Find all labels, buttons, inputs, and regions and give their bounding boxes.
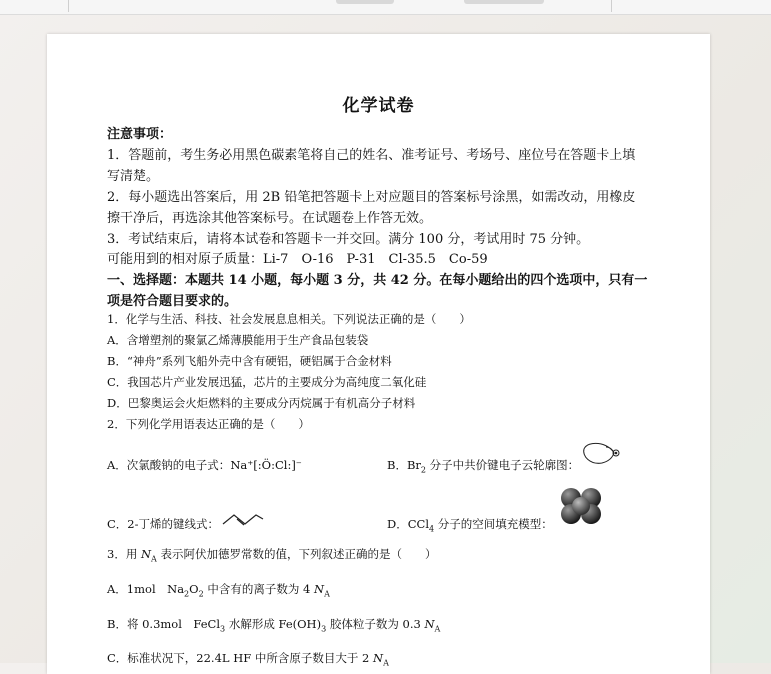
sodium-hypochlorite-electron-formula: Na⁺[:Ö:Cl:]⁻: [230, 458, 302, 472]
question-3-stem: 3．用 $N_A$ 表示阿伏加德罗常数的值，下列叙述正确的是（ ）: [107, 547, 437, 564]
viewer-toolbar: [0, 0, 771, 15]
atomic-mass-line: 可能用到的相对原子质量：Li-7 O-16 P-31 Cl-35.5 Co-59: [107, 252, 488, 267]
question-1-option-b: B．“神舟”系列飞船外壳中含有硬铝，硬铝属于合金材料: [107, 354, 392, 368]
document-page: [47, 34, 710, 674]
space-filling-model-icon: [559, 486, 603, 526]
question-2-option-a: [107, 457, 302, 473]
question-2-option-b: B．$Br_2$ 分子中共价键电子云轮廓图：: [387, 458, 580, 475]
note-line: 写清楚。: [107, 169, 160, 184]
section-heading: 项是符合题目要求的。: [107, 294, 238, 309]
toolbar-separator: [68, 0, 69, 12]
toolbar-button[interactable]: [464, 0, 544, 4]
question-1-stem: 1．化学与生活、科技、社会发展息息相关。下列说法正确的是（ ）: [107, 312, 471, 326]
note-line: 3．考试结束后，请将本试卷和答题卡一并交回。满分 100 分，考试用时 75 分钟。: [107, 232, 590, 247]
question-3-option-b: B．将 0.3mol FeCl$_3$ 水解形成 $Fe(OH)_3$ 胶体粒子数为 0.3 $N_A$: [107, 617, 441, 634]
page-title: 化学试卷: [342, 96, 415, 116]
question-2-stem: 2．下列化学用语表达正确的是（ ）: [107, 417, 310, 431]
notes-heading: 注意事项：: [107, 127, 173, 142]
option-a-text: A．次氯酸钠的电子式：: [107, 458, 231, 472]
question-1-option-c: C．我国芯片产业发展迅猛，芯片的主要成分为高纯度二氧化硅: [107, 375, 427, 389]
toolbar-separator: [611, 0, 612, 12]
butene-skeletal-formula-icon: [221, 509, 265, 529]
toolbar-button[interactable]: [336, 0, 394, 4]
question-2-option-c: C．2-丁烯的键线式：: [107, 517, 220, 531]
note-line: 2．每小题选出答案后，用 2B 铅笔把答题卡上对应题目的答案标号涂黑，如需改动，用橡皮: [107, 190, 636, 205]
note-line: 1．答题前，考生务必用黑色碳素笔将自己的姓名、准考证号、考场号、座位号在答题卡上填: [107, 148, 636, 163]
note-line: 擦干净后，再选涂其他答案标号。在试题卷上作答无效。: [107, 211, 433, 226]
question-1-option-d: D．巴黎奥运会火炬燃料的主要成分丙烷属于有机高分子材料: [107, 396, 416, 410]
section-heading: 一、选择题：本题共 14 小题，每小题 3 分，共 42 分。在每小题给出的四个选项中，只有一: [107, 273, 648, 288]
question-3-option-c: C．标准状况下，22.4L HF 中所含原子数目大于 2 $N_A$: [107, 651, 389, 668]
question-2-option-d: D．CCl$_4$ 分子的空间填充模型：: [387, 517, 553, 534]
question-1-option-a: A．含增塑剂的聚氯乙烯薄膜能用于生产食品包装袋: [107, 333, 369, 347]
question-3-option-a: A．1mol $Na_2O_2$ 中含有的离子数为 4 $N_A$: [107, 582, 330, 599]
electron-cloud-outline-icon: [582, 440, 624, 466]
